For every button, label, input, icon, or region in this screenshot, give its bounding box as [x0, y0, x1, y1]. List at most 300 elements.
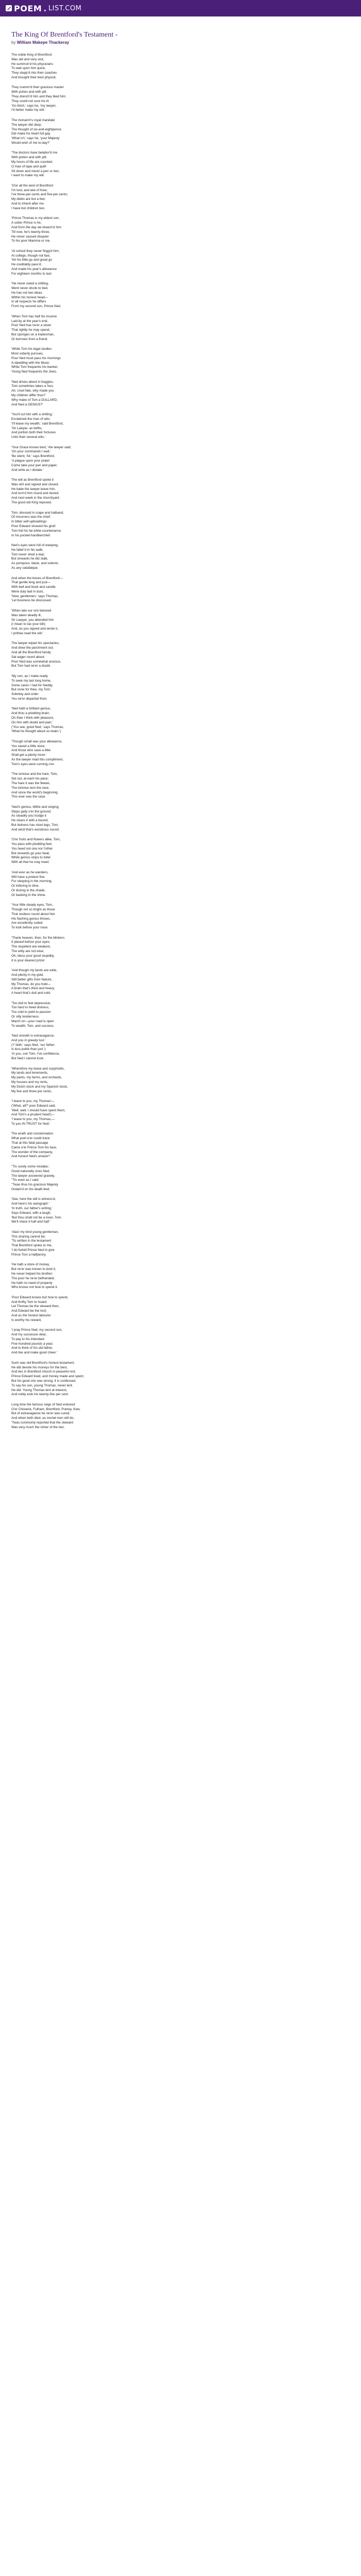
poem-line: The noble King of Brentford: [11, 53, 52, 57]
poem-line: That restless round about him: [11, 912, 55, 916]
poem-line: The poor he ne'er befriended;: [11, 1276, 55, 1280]
poem-line: ''Tis even as I said;: [11, 1178, 39, 1182]
poem-stanza: [11, 1328, 350, 1355]
poem-line: And drew the parchment out;: [11, 646, 54, 650]
poem-stanza: [11, 380, 350, 408]
poem-line: But Tom had ne'er a doubt.: [11, 664, 51, 668]
poem-line: A-dawdling with the Muse:: [11, 361, 50, 365]
poem-line: As any catafalque.: [11, 566, 39, 570]
poem-line: 'When late our sire beloved: [11, 608, 52, 613]
poem-line: Though not so bright as those: [11, 907, 55, 911]
poem-line: 'Prince Thomas is my eldest son,: [11, 216, 60, 221]
poem-line: A brain that's thick and heavy,: [11, 987, 55, 991]
poem-line: On him with doubt and pain.': [11, 720, 53, 724]
poem-line: Was very much the richer of the two.: [11, 1425, 65, 1429]
poem-line: 'I'll leave my wealth,' said Brentford,: [11, 421, 63, 426]
poem-line: Oh, bless your good stupidity,: [11, 954, 55, 958]
poem-line: My Dutch stock and my Spanish stock,: [11, 1084, 68, 1089]
poem-stanza: [11, 609, 350, 636]
poem-stanza: [11, 511, 350, 538]
poem-line: And portion both their fortunes: [11, 431, 56, 435]
poem-line: He bade the lawyer leave him,: [11, 487, 56, 491]
poem-line: My parks, my farms, and orchards,: [11, 1076, 62, 1080]
poem-line: And Ned a GENIUS?': [11, 402, 43, 406]
poem-line: 'Well, well, I should have spent them,: [11, 1108, 65, 1112]
poem-line: To wealth, Tom, and success.: [11, 1024, 55, 1028]
poem-line: To look before your nose.: [11, 926, 48, 930]
poem-line: He has not two ideas: [11, 291, 42, 295]
poem-line: To his poor Mamma or me.: [11, 239, 51, 243]
poem-body: [11, 53, 350, 1430]
poem-line: While genius stops to loiter: [11, 856, 51, 860]
poem-line: Or basking in the shine.: [11, 893, 46, 897]
poem-stanza: [11, 1403, 350, 1430]
poem-line: 'I pray Prince Ned, my second son,: [11, 1328, 62, 1332]
poem-line: 'Ned drives about in buggies,: [11, 380, 54, 384]
poem-line: And since the world's beginning: [11, 790, 58, 794]
poem-title: The King Of Brentford's Testament -: [11, 31, 118, 39]
poem-line: Within his honest head—: [11, 295, 48, 299]
poem-stanza: [11, 315, 350, 342]
poem-stanza: [11, 772, 350, 800]
poem-line: But sponges on a tradesman,: [11, 332, 55, 336]
poem-line: Set out, at each his pace;: [11, 777, 49, 781]
poem-line: Tom sometimes takes a 'bus;: [11, 384, 54, 388]
poem-line: The will as Brentford spoke it: [11, 478, 54, 482]
poem-line: Tom, dressed in crape and hatband,: [11, 511, 64, 515]
poem-line: 'He never owed a shilling,: [11, 282, 49, 286]
poem-line: 'See, here the will is witness'd,: [11, 1197, 56, 1201]
poem-line: They could not cure his ill.: [11, 99, 50, 103]
poem-line: Or loitering to dine,: [11, 884, 39, 888]
poem-line: And to think of his old father,: [11, 1346, 53, 1350]
poem-line: 'When Tom has half his income: [11, 314, 57, 318]
poem-line: Sit down and mend a pen or two;: [11, 169, 60, 173]
poem-line: And thou a plodding brain;: [11, 711, 50, 716]
poem-line: You ne'er departed from.: [11, 697, 47, 701]
poem-stanza: [11, 249, 350, 277]
poem-line: 'In truth, our father's writing,': [11, 1207, 53, 1210]
poem-line: The good old King reposed.: [11, 501, 52, 505]
poem-stanza: [11, 805, 350, 833]
poem-line: 'I leave to you, my Thomas,—: [11, 1117, 55, 1122]
poem-line: 'Though small was your allowance,: [11, 739, 62, 743]
poem-line: I want to make my will.: [11, 174, 45, 178]
poem-line: Still better gifts from Nature,: [11, 977, 53, 981]
poem-line: ('What, all?' poor Edward said.: [11, 1104, 56, 1108]
poem-line: But of extravagance he ne'er was cured.: [11, 1412, 71, 1416]
poem-line: And all the Brentford family: [11, 651, 51, 655]
poem-line: And write as I dictate.': [11, 468, 44, 472]
poem-line: And, as you signed and wrote it,: [11, 627, 58, 631]
poem-line: Ah, cruel fate, why made you: [11, 389, 54, 393]
poem-line: Ordain'd on his death-bed.: [11, 1187, 51, 1191]
poem-stanza: [11, 641, 350, 669]
poem-line: My children differ thus?: [11, 394, 45, 398]
poem-line: We'll share it half and half.': [11, 1220, 51, 1224]
author-link[interactable]: William Makepe Thackeray: [17, 40, 69, 45]
poem-line: O'er Chiswick, Fulham, Brentford, Putney, Kew,: [11, 1407, 80, 1411]
poem-line: 'He hath a store of money,: [11, 1263, 50, 1267]
poem-line: That rightly he may spend,: [11, 328, 51, 332]
poem-line: From my second son, Prince Ned.: [11, 304, 61, 309]
poem-line: The stupidest are weakest,: [11, 945, 51, 949]
poem-line: His flashing genius throws,: [11, 917, 51, 921]
poem-line: Poor Edward showed his grief:: [11, 524, 56, 528]
poem-stanza: [11, 1132, 350, 1159]
poem-line: To wait upon him quick;: [11, 66, 46, 71]
poem-stanza: [11, 86, 350, 113]
poem-line: For sleeping in the morning,: [11, 879, 53, 884]
poem-stanza: [11, 1361, 350, 1397]
poem-stanza: [11, 413, 350, 440]
poem-line: 'Ned's genius, blithe and singing,: [11, 805, 60, 809]
poem-byline: [11, 40, 350, 45]
poem-line: And brought their best physick.: [11, 75, 57, 79]
poem-line: I have but children two.: [11, 206, 45, 210]
poem-line: This ever was the case.: [11, 795, 46, 799]
poem-line: ('I' faith,' says Ned, 'our father: [11, 1043, 55, 1047]
poem-line: They drench'd him and they bled him;: [11, 95, 67, 99]
poem-line: I'm lord, and eke of Kew;: [11, 188, 48, 192]
poem-line: At college, though not fast,: [11, 253, 51, 258]
poem-stanza: [11, 577, 350, 604]
poem-line: The lawyer wiped his spectacles,: [11, 641, 60, 646]
poem-line: 'Tis written in the testament: [11, 1239, 52, 1243]
poem-line: And wind that's wondrous sound.: [11, 827, 60, 832]
poem-line: 'Ned sinneth in extravagance,: [11, 1034, 55, 1038]
poem-line: Come take your pen and paper,: [11, 463, 58, 467]
poem-line: 'Alas! my kind young gentleman,: [11, 1230, 59, 1234]
poem-line: Why make of Tom a DULLARD,: [11, 398, 58, 402]
poem-line: 'In you, son Tom, I've confidence,: [11, 1052, 60, 1056]
poem-stanza: [11, 903, 350, 930]
byline-prefix: by: [11, 40, 16, 45]
poem-line: Were duly laid in dust,: [11, 589, 44, 594]
poem-line: Tom's eyes were running o'er.: [11, 762, 55, 766]
poem-line: 'Your little steady eyes, Tom,: [11, 903, 53, 907]
poem-line: Or dozing in the shade,: [11, 888, 46, 892]
poem-stanza: [11, 1099, 350, 1127]
poem-line: Came o'er Prince Tom his face;: [11, 1145, 57, 1149]
poem-line: With bell and book and candle: [11, 585, 56, 589]
poem-line: And here's his autograph.': [11, 1202, 50, 1206]
poem-line: With all that he may meet;: [11, 860, 50, 865]
poem-line: 'I do forbid Prince Ned to give: [11, 1248, 55, 1252]
poem-line: Sir Lawyer, you attended him: [11, 618, 54, 622]
poem-line: 'O'er all the land of Brentford: [11, 183, 53, 188]
poem-line: It placed before your eyes;: [11, 940, 51, 944]
poem-line: With potion and with pill;: [11, 156, 47, 160]
poem-line: 'Your Grace knows best,' the lawyer said;: [11, 445, 72, 449]
poem-line: 'On your commands I wait.': [11, 450, 51, 454]
poem-line: But none for thee, my Tom:: [11, 688, 51, 692]
poem-line: Too cold to yield to passion: [11, 1010, 51, 1014]
poem-line: I'd better make my will.': [11, 108, 46, 112]
poem-line: The monarch's royal mandate: [11, 118, 55, 122]
poem-line: That at this fatal passage: [11, 1141, 48, 1145]
poem-stanza: [11, 936, 350, 963]
poem-stanza: [11, 969, 350, 996]
poem-line: As the lawyer read this compliment,: [11, 758, 63, 762]
poem-line: He never helped his brother;: [11, 1272, 53, 1276]
poem-line: 'But thou shalt not be a loser, Tom;: [11, 1215, 62, 1219]
poem-line: 'While Tom his legal studies: [11, 347, 52, 351]
poem-line: My Thomas, do you hold—: [11, 982, 51, 986]
poem-line: 'And though my lands are wide,: [11, 969, 57, 973]
poem-line: 'Thank heaven, then, for the blinkers: [11, 936, 65, 940]
logo-tld: LIST.COM: [48, 4, 82, 12]
poem-line: 'A plague upon your prate!: [11, 459, 50, 463]
poem-line: Poor Ned has ne'er a stiver: [11, 324, 52, 328]
poem-line: The tortoise won the race;: [11, 786, 50, 790]
poem-line: He falter'd in his walk;: [11, 548, 43, 552]
poem-stanza: [11, 740, 350, 767]
poem-line: That gentle king and just—: [11, 581, 51, 585]
poem-line: Ned's eyes were full of weeping,: [11, 544, 59, 548]
poem-line: I've three-per-cents and five-per-cents;: [11, 193, 68, 197]
poem-line: You heed not one nor t'other: [11, 846, 53, 851]
poem-line: He did. Young Thomas lent at interest,: [11, 1388, 68, 1392]
poem-line: Prince Tom a halfpenny.: [11, 1252, 46, 1257]
poem-line: Tom hid his fat white countenance: [11, 529, 61, 533]
poem-line: Prince Edward lived, and money made and spent;: [11, 1375, 85, 1379]
poem-line: He creditably pass'd,: [11, 263, 42, 267]
poem-line: 'Twas commonly reported that the steward: [11, 1421, 73, 1425]
poem-stanza: [11, 446, 350, 473]
poem-line: And Edward be the lord;: [11, 1309, 47, 1313]
poem-line: Was writ and signed and closed;: [11, 482, 59, 486]
poem-line: My hours of life are counted,: [11, 160, 53, 164]
poem-stanza: [11, 674, 350, 702]
poem-line: And Tom's a prudent head')—: [11, 1113, 55, 1117]
poem-line: And as the honest labourer: [11, 1314, 51, 1317]
poem-stanza: [11, 544, 350, 571]
poem-stanza: [11, 282, 350, 309]
poem-line: And live and make good cheer.': [11, 1351, 57, 1355]
poem-line: My houses and my rents,: [11, 1080, 48, 1084]
poem-line: Shall get a plenty more.': [11, 753, 47, 757]
poem-line: Young Ned frequents the Jews.: [11, 370, 57, 374]
poem-line: Exclaimed the man of wits:: [11, 417, 51, 421]
poem-line: As steadily you trudge it: [11, 814, 46, 818]
poem-line: Steps gaily o'er the ground;: [11, 809, 52, 814]
poem-stanza: [11, 1197, 350, 1225]
poem-line: Poor Ned was somewhat anxious,: [11, 659, 61, 664]
poem-line: In all respects he differs: [11, 300, 46, 304]
poem-line: The wrath and consternation: [11, 1132, 53, 1136]
poem-line: 'I leave to you, my Thomas'—: [11, 1099, 55, 1103]
poem-line: To say his son, young Thomas, never lent.: [11, 1383, 73, 1387]
logo-word: POEM: [14, 3, 42, 13]
poem-line: Would wish of me to-day?': [11, 141, 50, 145]
poem-line: 'Wherefore my lease and copyholds,: [11, 1066, 65, 1071]
poem-line: 'And ever as he wanders,: [11, 870, 48, 874]
poem-line: Or silly tenderness.: [11, 1014, 40, 1019]
poem-line: He did devote his moneys for the best,: [11, 1365, 68, 1369]
poem-line: The hare it was the fleeter,: [11, 781, 51, 785]
poem-line: 'My son, as I make ready: [11, 674, 48, 678]
poem-stanza: [11, 1034, 350, 1061]
poem-stanza: [11, 1230, 350, 1258]
poem-line: You pass with plodding feet;: [11, 842, 53, 846]
poem-stanza: [11, 53, 350, 80]
poem-line: That Brentford spoke to me,: [11, 1244, 53, 1248]
poem-line: Is less polite than just.'): [11, 1047, 46, 1052]
poem-line: But onwards he did stalk,: [11, 557, 48, 561]
poem-line: My five and three per cents,: [11, 1089, 52, 1093]
poem-line: 'The doctors have belabor'd me: [11, 151, 58, 155]
poem-line: In his pocket-handkerchief.: [11, 533, 51, 537]
poem-line: He hath no need of property: [11, 1281, 53, 1285]
poem-line: But dulness has stout legs, Tom,: [11, 823, 59, 827]
poem-stanza: [11, 707, 350, 734]
poem-line: In bitter self-upbraidings: [11, 520, 47, 524]
site-header: [0, 0, 361, 16]
poem-line: Long time the famous reign of Ned endured: [11, 1402, 75, 1406]
poem-line: As pompous, black, and solemn,: [11, 562, 59, 566]
poem-line: The lawyer answered gravely,: [11, 1174, 55, 1178]
poem-line: While Tom frequents his banker,: [11, 365, 58, 369]
poem-line: And to inherit after me: [11, 202, 44, 206]
poem-content: [0, 16, 361, 1430]
poem-line: Sobriety and order: [11, 692, 39, 697]
poem-line: 'At school they never flogg'd him,: [11, 249, 60, 253]
poem-line: O man of tape and quill!: [11, 164, 46, 168]
poem-line: Who knows not how to spend it.: [11, 1285, 58, 1290]
poem-stanza: [11, 184, 350, 211]
poem-line: Did make his heart full gay.: [11, 132, 51, 136]
poem-line: But his good sire was wrong, it is confessed,: [11, 1379, 76, 1383]
poem-line: Will have a pretext fine: [11, 875, 45, 879]
poem-line: The witty are not wise;: [11, 950, 44, 954]
poem-line: And thrifty Tom to hoard;: [11, 1300, 47, 1304]
poem-stanza: [11, 1165, 350, 1192]
poem-line: And turn'd him round and dozed;: [11, 492, 59, 496]
poem-line: He never caused disquiet: [11, 234, 49, 239]
poem-line: And my successor dear,: [11, 1333, 47, 1337]
poem-line: And those who save a little: [11, 749, 51, 753]
poem-line: 'Poor Edward knows but how to spend,: [11, 1295, 69, 1299]
poem-line: Let Thomas be the steward then,: [11, 1304, 60, 1309]
poem-line: Or borrows from a friend.: [11, 337, 48, 341]
poem-line: Went never drunk to bed,: [11, 286, 48, 291]
poem-stanza: [11, 118, 350, 146]
poem-line: And plenty in my gold,: [11, 973, 44, 977]
poem-stanza: [11, 1263, 350, 1290]
poem-line: On thee I think with pleasure,: [11, 716, 54, 720]
site-logo[interactable]: [5, 4, 81, 13]
poem-line: Some cares I had for Neddy,: [11, 683, 53, 687]
poem-stanza: [11, 871, 350, 898]
poem-line: Was old and very sick,: [11, 57, 44, 61]
poem-stanza: [11, 216, 350, 244]
poem-line: ''Tis surely some mistake,': [11, 1164, 50, 1168]
poem-line: And when the bones of Brentford—: [11, 576, 63, 580]
poem-line: 'Sir Lawyer, as befits,: [11, 426, 43, 430]
poem-line: They cramm'd their gracious master: [11, 86, 64, 90]
poem-line: He clears it with a bound;: [11, 819, 48, 823]
poem-line: To you IN TRUST for Ned.': [11, 1122, 51, 1126]
poem-stanza: [11, 151, 350, 178]
quill-logo-icon: [5, 5, 12, 12]
poem-line: Of mourners was the chief;: [11, 515, 51, 519]
poem-line: I prithee read the will.': [11, 631, 43, 635]
poem-line: He summon'd his physicians: [11, 62, 53, 66]
poem-line: 'What he thought about us twain.'): [11, 730, 61, 734]
poem-line: And from the day we breech'd him: [11, 225, 61, 229]
poem-line: The lawyer did obey;: [11, 123, 42, 127]
poem-line: Poor Ned must pass his mornings: [11, 356, 61, 360]
poem-line: And you in greedy lust.': [11, 1038, 46, 1042]
poem-line: And next week in the churchyard: [11, 496, 59, 500]
poem-line: 'Ned hath a brilliant genius,: [11, 707, 51, 711]
poem-line: ('You see, good Ned,' says Thomas,: [11, 725, 64, 729]
poem-line: Most soberly pursues,: [11, 352, 44, 356]
poem-line: What poet e'er could trace: [11, 1137, 50, 1141]
poem-line: And nobly took his twenty-five per cent.: [11, 1393, 69, 1397]
poem-line: To pay to his intendant: [11, 1337, 44, 1341]
poem-line: Good-naturedly cries Ned;: [11, 1169, 50, 1173]
poem-line: 'Too dull to feel depression,: [11, 1001, 52, 1005]
poem-stanza: [11, 1296, 350, 1323]
logo-dot: .: [43, 3, 47, 13]
poem-line: (I mean to tax your bill);: [11, 622, 46, 626]
poem-line: 'Go fetch,' says he, 'my lawyer,: [11, 104, 57, 108]
poem-line: 'Now, gentlemen,' says Thomas,: [11, 594, 59, 598]
poem-line: 'What is't,' says he, 'your Majesty: [11, 137, 60, 141]
poem-line: My debts are but a few;: [11, 197, 46, 201]
poem-line: You saved a little store;: [11, 744, 45, 748]
poem-line: Too hard to heed distress,: [11, 1006, 50, 1010]
poem-line: Such was old Brentford's honest testament.: [11, 1361, 75, 1365]
poem-stanza: [11, 1002, 350, 1029]
poem-line: But onwards go your beat,: [11, 851, 50, 855]
poem-line: The thought of six-and-eightpence: [11, 127, 61, 131]
poem-line: 'Let business be discussed.: [11, 599, 52, 603]
poem-line: And made his year's allowance: [11, 267, 57, 271]
poem-line: Unto their several wits.': [11, 435, 45, 439]
poem-line: A sober Prince is he,: [11, 221, 42, 225]
poem-stanza: [11, 838, 350, 865]
poem-line: Is worthy his reward,: [11, 1318, 42, 1322]
poem-line: To seek my last long home,: [11, 679, 52, 683]
poem-line: It is your dearest prize!: [11, 958, 45, 962]
poem-line: Sat eager round about:: [11, 655, 45, 659]
poem-line: For eighteen months to last.: [11, 272, 53, 276]
poem-line: Was taken deadly ill,: [11, 613, 42, 617]
poem-line: March on—your road is open: [11, 1019, 54, 1023]
poem-line: And honest Ned's amaze?: [11, 1155, 50, 1159]
poem-line: 'You'll cut him with a shilling,': [11, 413, 54, 417]
poem-line: And when both died, as mortal men will do,: [11, 1416, 74, 1420]
poem-line: Five hundred pounds a year;: [11, 1342, 54, 1346]
poem-line: 'O'er fruits and flowers alike, Tom,: [11, 838, 61, 842]
poem-line: ''Twas thus his gracious Majesty: [11, 1183, 58, 1187]
poem-stanza: [11, 347, 350, 375]
poem-line: Tom never shed a tear,: [11, 552, 45, 556]
poem-line: Yet his little-go and great go: [11, 258, 52, 262]
poem-stanza: [11, 1067, 350, 1094]
poem-line: And lies in Brentford church in peaceful rest.: [11, 1370, 76, 1374]
poem-line: My lands and tenements,: [11, 1071, 48, 1075]
poem-stanza: [11, 478, 350, 505]
poem-line: 'Be silent, Sir,' says Brentford,: [11, 454, 55, 459]
poem-line: Till now, he's twenty-three,: [11, 230, 50, 234]
poem-line: Laid by at the year's end,: [11, 319, 48, 323]
poem-line: Says Edward, with a laugh;: [11, 1211, 52, 1215]
poem-line: With potion and with pill;: [11, 90, 47, 94]
